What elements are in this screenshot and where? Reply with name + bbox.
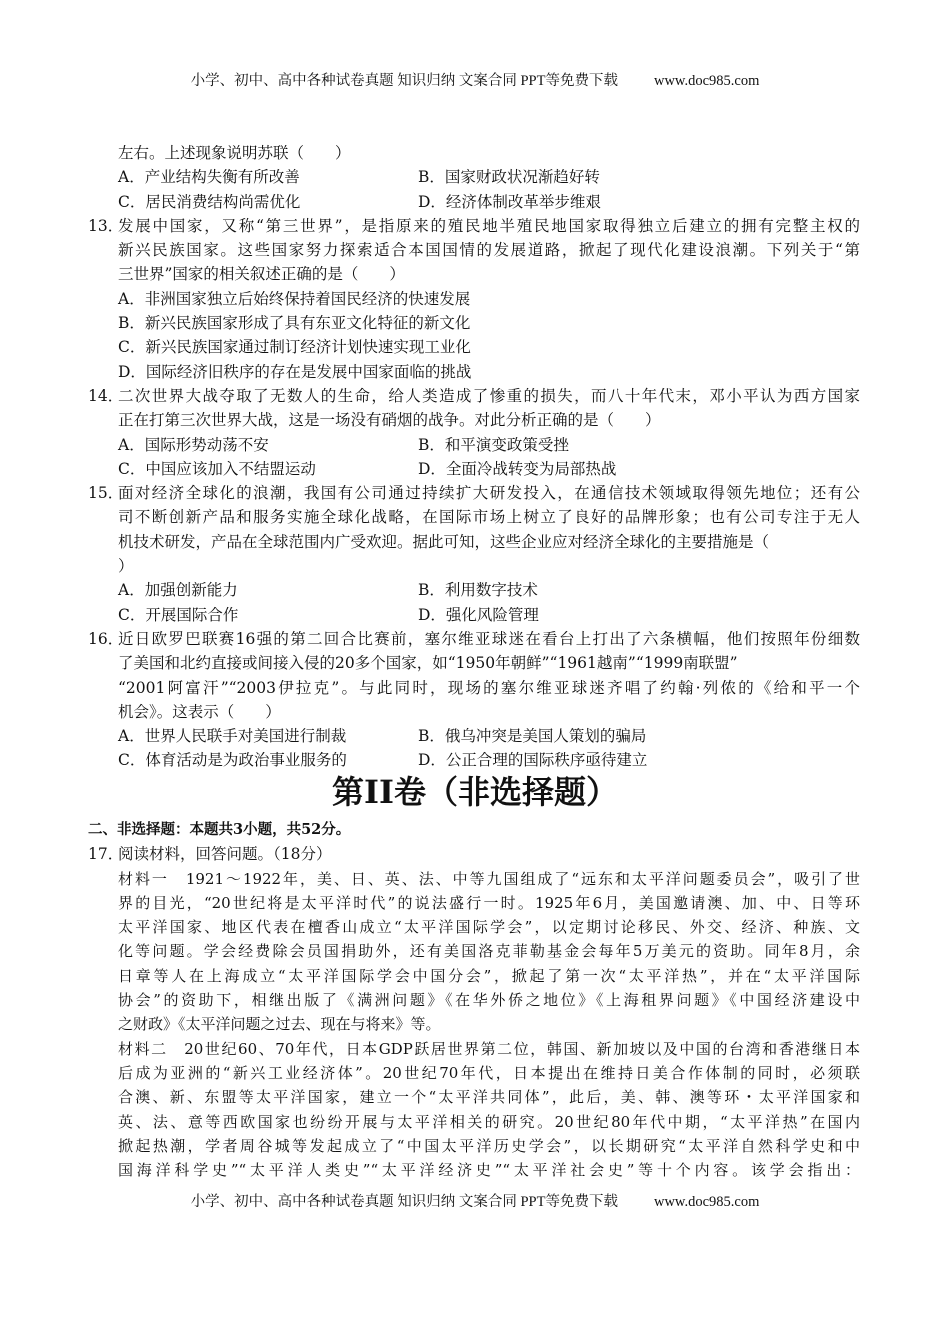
q16-stem-line: 机会》。这表示（ ）	[118, 702, 281, 721]
question-number: 17．	[88, 845, 124, 864]
material-line: 日章等人在上海成立“太平洋国际学会中国分会”，掀起了第一次“太平洋热”，并在“太平洋国际	[118, 966, 860, 985]
q16-stem-line: 16． 近日欧罗巴联赛16强的第二回合比赛前，塞尔维亚球迷在看台上打出了六条横幅，他们按照年份细数	[88, 627, 860, 651]
q12-options-cd	[88, 190, 860, 214]
header-text: 小学、初中、高中各种试卷真题 知识归纳 文案合同 PPT等免费下载	[190, 73, 618, 89]
option-d: D．全面冷战转变为局部热战	[418, 459, 617, 478]
q15-options-cd	[88, 603, 860, 627]
option-c: C．新兴民族国家通过制订经济计划快速实现工业化	[118, 338, 471, 357]
option-b: B．俄乌冲突是美国人策划的骗局	[418, 727, 647, 746]
q12-stem: 左右。上述现象说明苏联（ ）	[118, 144, 351, 162]
q15-stem-line: 15． 面对经济全球化的浪潮，我国有公司通过持续扩大研发投入，在通信技术领域取得领先地位；还有公	[88, 481, 860, 505]
option-a: A．产业结构失衡有所改善	[118, 168, 300, 187]
option-d: D．经济体制改革举步维艰	[418, 192, 601, 211]
material-line: 界的目光，“20世纪将是太平洋时代”的说法盛行一时。1925年6月，美国邀请澳、加、中、日等环	[118, 893, 860, 912]
q15-stem-line: ）	[118, 557, 134, 576]
q16-stem-line: “2001阿富汗”“2003伊拉克”。与此同时，现场的塞尔维亚球迷齐唱了约翰·列侬的《给和平一个	[118, 678, 860, 697]
option-a: A．国际形势动荡不安	[118, 435, 269, 454]
option-a: A．世界人民联手对美国进行制裁	[118, 727, 347, 746]
page-header	[0, 69, 950, 90]
non-choice-section	[88, 818, 860, 1182]
q13-stem-line: 新兴民族国家。这些国家努力探索适合本国国情的发展道路，掀起了现代化建设浪潮。下列关于“第	[118, 241, 860, 260]
q13-stem-line: 13． 发展中国家，又称“第三世界”，是指原来的殖民地半殖民地国家取得独立后建立的拥有完整主权的	[88, 214, 860, 238]
material-line: 英、法、意等西欧国家也纷纷开展与太平洋相关的研究。20世纪80年代中期，“太平洋热”在国内	[118, 1112, 860, 1131]
q16-options-ab	[88, 724, 860, 748]
option-b: B．国家财政状况渐趋好转	[418, 168, 600, 187]
question-number: 16．	[88, 629, 124, 648]
q14-options-cd	[88, 457, 860, 481]
material-line: 化等问题。学会经费除会员国捐助外，还有美国洛克菲勒基金会每年5万美元的资助。同年8月，余	[118, 942, 860, 961]
q12-options-ab	[88, 165, 860, 189]
option-c: C．体育活动是为政治事业服务的	[118, 751, 347, 770]
option-d: D．公正合理的国际秩序亟待建立	[418, 751, 648, 770]
q15-options-ab	[88, 578, 860, 602]
option-a: A．非洲国家独立后始终保持着国民经济的快速发展	[118, 289, 471, 308]
material-line: 材料一 1921～1922年，美、日、英、法、中等九国组成了“远东和太平洋问题委员会”，吸引了世	[118, 869, 860, 888]
material-line: 协会”的资助下，相继出版了《满洲问题》《在华外侨之地位》《上海租界问题》《中国经济建设中	[118, 991, 860, 1010]
option-a: A．加强创新能力	[118, 581, 238, 600]
q17-intro: 17． 阅读材料，回答问题。（18分）	[88, 842, 860, 866]
section-title: 第II卷（非选择题）	[332, 773, 618, 811]
option-b: B．和平演变政策受挫	[418, 435, 569, 454]
material-line: 材料二 20世纪60、70年代，日本GDP跃居世界第二位，韩国、新加坡以及中国的台湾和香港继日本	[118, 1039, 860, 1058]
q13-stem-line: 三世界”国家的相关叙述正确的是（ ）	[118, 265, 405, 284]
material-line: 之财政》《太平洋问题之过去、现在与将来》等。	[118, 1015, 441, 1034]
q15-stem-line: 机技术研发，产品在全球范围内广受欢迎。据此可知，这些企业应对经济全球化的主要措施是（	[118, 532, 770, 551]
option-c: C．中国应该加入不结盟运动	[118, 459, 316, 478]
material-line: 后成为亚洲的“新兴工业经济体”。20世纪70年代，日本提出在维持日美合作体制的同时，必须联	[118, 1063, 860, 1082]
option-c: C．居民消费结构尚需优化	[118, 192, 301, 211]
material-line: 合澳、新、东盟等太平洋国家，建立一个“太平洋共同体”，此后，美、韩、澳等环・太平洋国家和	[118, 1088, 860, 1107]
option-d: D．强化风险管理	[418, 605, 539, 624]
option-c: C．开展国际合作	[118, 605, 239, 624]
question-number: 14．	[88, 386, 124, 405]
q14-stem-line: 正在打第三次世界大战，这是一场没有硝烟的战争。对此分析正确的是（ ）	[118, 411, 661, 430]
material-line: 太平洋国家、地区代表在檀香山成立“太平洋国际学会”，以定期讨论移民、外交、经济、种族、文	[118, 918, 860, 937]
footer-url[interactable]: www.doc985.com	[653, 1194, 760, 1210]
q15-stem-line: 司不断创新产品和服务实施全球化战略，在国际市场上树立了良好的品牌形象；也有公司专注于无人	[118, 508, 860, 527]
multiple-choice-section	[88, 141, 860, 773]
q14-stem-line: 14． 二次世界大战夺取了无数人的生命，给人类造成了惨重的损失，而八十年代末，邓小平认为西方国家	[88, 384, 860, 408]
footer-text: 小学、初中、高中各种试卷真题 知识归纳 文案合同 PPT等免费下载	[190, 1194, 618, 1210]
option-b: B．新兴民族国家形成了具有东亚文化特征的新文化	[118, 314, 471, 333]
page-footer	[0, 1190, 950, 1211]
option-b: B．利用数字技术	[418, 581, 538, 600]
header-url[interactable]: www.doc985.com	[653, 73, 760, 89]
material-line: 掀起热潮，学者周谷城等发起成立了“中国太平洋历史学会”，以长期研究“太平洋自然科学史和中	[118, 1136, 860, 1155]
section-subtitle: 二、非选择题：本题共3小题，共52分。	[88, 821, 351, 838]
q14-options-ab	[88, 433, 860, 457]
question-number: 13．	[88, 216, 124, 235]
material-line: 国海洋科学史”“太平洋人类史”“太平洋经济史”“太平洋社会史”等十个内容。该学会指出：	[118, 1161, 860, 1180]
question-number: 15．	[88, 484, 124, 503]
option-d: D．国际经济旧秩序的存在是发展中国家面临的挑战	[118, 362, 472, 381]
q16-stem-line: 了美国和北约直接或间接入侵的20多个国家，如“1950年朝鲜”“1961越南”“1999南联盟”	[118, 654, 738, 673]
